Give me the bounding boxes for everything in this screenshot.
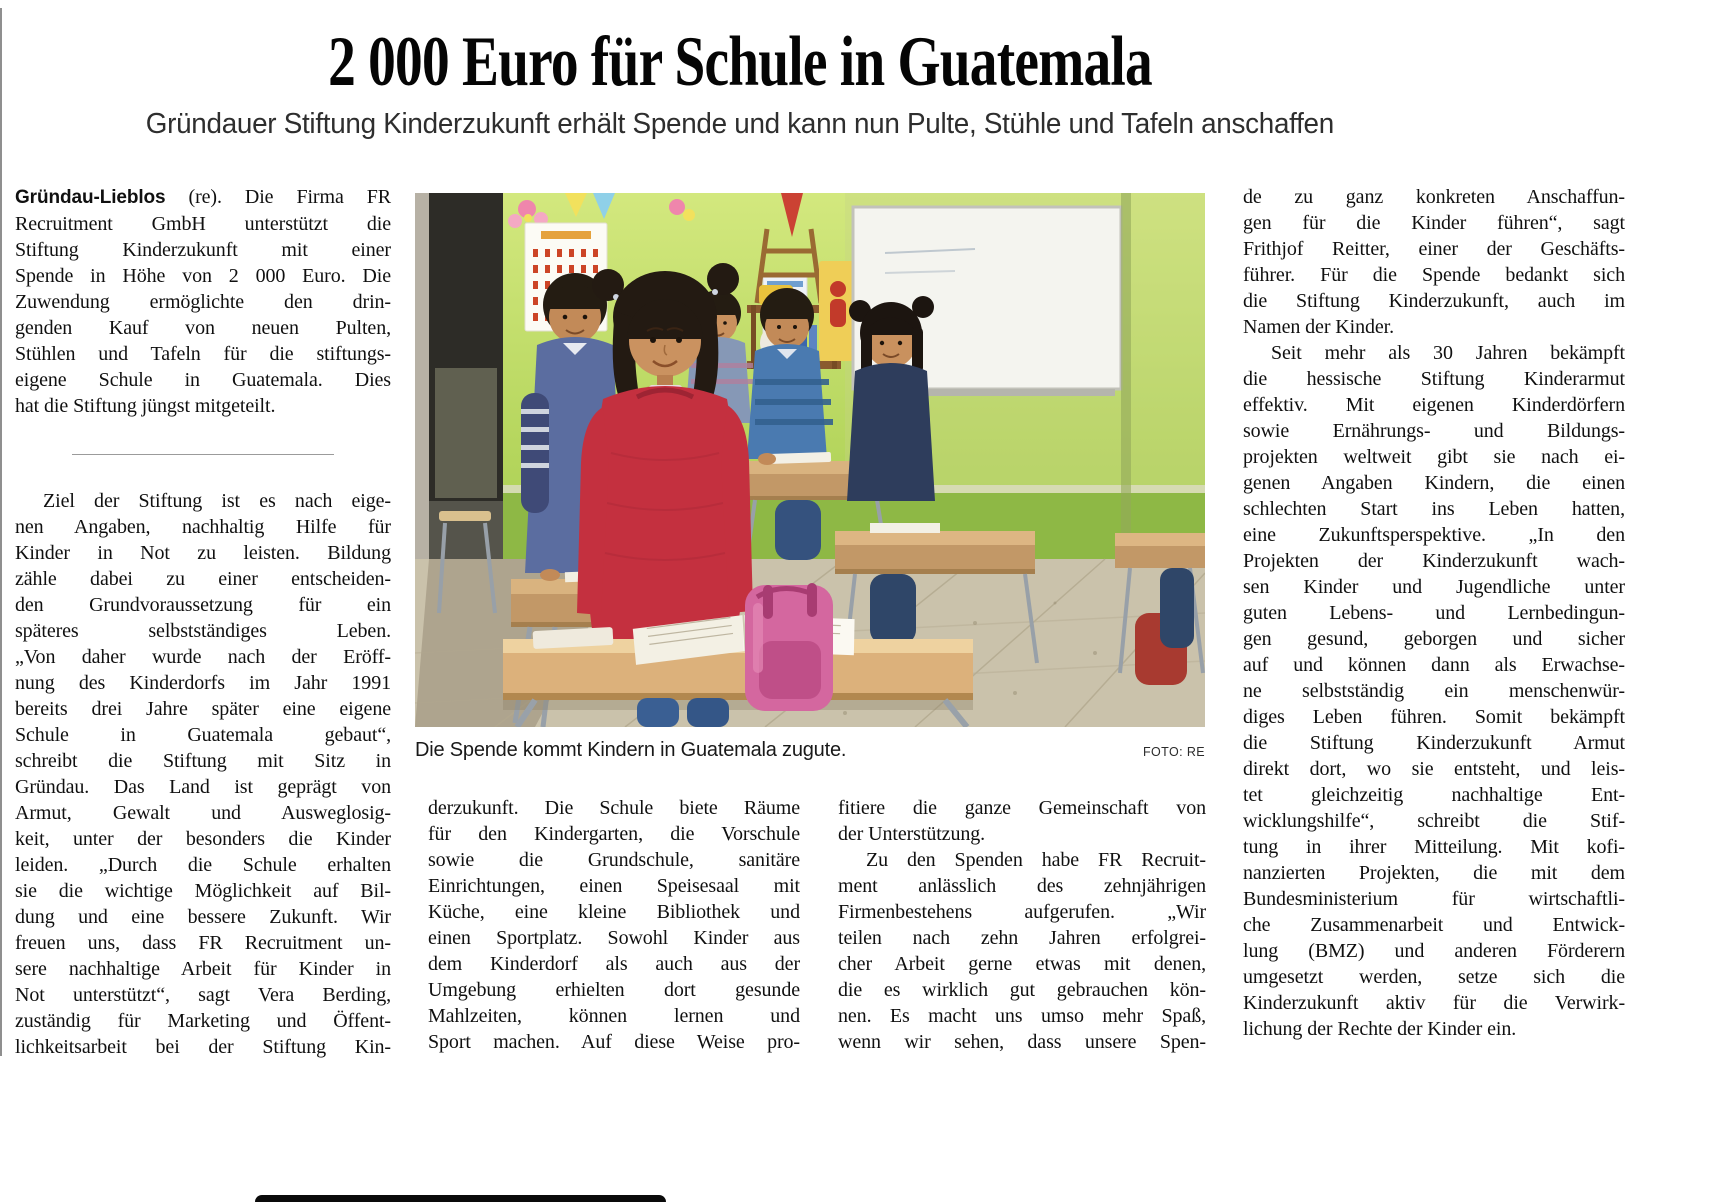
text-line: che Zusammenarbeit und Entwick- [1243, 914, 1625, 936]
headline: 2 000 Euro für Schule in Guatemala [328, 23, 1152, 101]
text-line: keit, unter der besonders die Kinder [15, 828, 391, 850]
text-line: Schule in Guatemala gebaut“, [15, 724, 391, 746]
text-line: Kinder in Not zu leisten. Bildung [15, 542, 391, 564]
text-line: wicklungshilfe“, schreibt die Stif- [1243, 810, 1625, 832]
text-line: projekten weltweit gibt sie nach ei- [1243, 446, 1625, 468]
paragraph [15, 488, 391, 1060]
text-line: führer. Für die Spende bedankt sich [1243, 264, 1625, 286]
text-line: für den Kindergarten, die Vorschule [428, 823, 800, 845]
text-line: Not unterstützt“, sagt Vera Berding, [15, 984, 391, 1006]
text-line: effektiv. Mit eigenen Kinderdörfern [1243, 394, 1625, 416]
text-line: Armut, Gewalt und Ausweglosig- [15, 802, 391, 824]
text-line: tung in ihrer Mitteilung. Mit kofi- [1243, 836, 1625, 858]
text-line: der Unterstützung. [838, 823, 986, 845]
text-line: Ziel der Stiftung ist es nach eige- [43, 490, 391, 512]
text-line: lichung der Rechte der Kinder ein. [1243, 1018, 1517, 1040]
text-line: Namen der Kinder. [1243, 316, 1395, 338]
text-line: umgesetzt werden, setze sich die [1243, 966, 1625, 988]
text-line: hat die Stiftung jüngst mitgeteilt. [15, 395, 276, 417]
text-line: die Stiftung Kinderzukunft, auch im [1243, 290, 1625, 312]
text-line: lung (BMZ) und anderen Förderern [1243, 940, 1625, 962]
text-line: nen Angaben, nachhaltig Hilfe für [15, 516, 391, 538]
text-line: de zu ganz konkreten Anschaffun- [1243, 186, 1625, 208]
subheadline: Gründauer Stiftung Kinderzukunft erhält Spende und kann nun Pulte, Stühle und Tafeln anschaffen [145, 107, 1335, 140]
text-line: gen für die Kinder führen“, sagt [1243, 212, 1625, 234]
text-line: sowie Ernährungs- und Bildungs- [1243, 420, 1625, 442]
text-line: dung und eine bessere Zukunft. Wir [15, 906, 391, 928]
text-line: zuständig für Marketing und Öffent- [15, 1010, 391, 1032]
text-line: sie die wichtige Möglichkeit auf Bil- [15, 880, 391, 902]
text-line: genden Kauf von neuen Pulten, [15, 317, 391, 339]
text-line: nen. Es macht uns umso mehr Spaß, [838, 1005, 1206, 1027]
text-line: Zu den Spenden habe FR Recruit- [866, 849, 1206, 871]
text-line: Recruitment GmbH unterstützt die [15, 213, 391, 235]
text-line: bereits drei Jahre später eine eigene [15, 698, 391, 720]
text-line: direkt dort, wo sie entsteht, und leis- [1243, 758, 1625, 780]
text-line: Gründau-Lieblos (re). Die Firma FR [15, 186, 391, 208]
text-line: Mahlzeiten, können lernen und [428, 1005, 800, 1027]
text-line: Stühlen und Tafeln für die stiftungs- [15, 343, 391, 365]
text-line: schreibt die Stiftung mit Sitz in [15, 750, 391, 772]
text-line: Einrichtungen, einen Speisesaal mit [428, 875, 800, 897]
text-line: Umgebung erhielten dort gesunde [428, 979, 800, 1001]
text-column-3 [838, 795, 1206, 1055]
text-line: Kinderzukunft aktiv für die Verwirk- [1243, 992, 1625, 1014]
text-line: ment anlässlich des zehnjährigen [838, 875, 1206, 897]
text-line: einen Sportplatz. Sowohl Kinder aus [428, 927, 800, 949]
photo-caption-row [415, 739, 1205, 762]
paragraph [838, 847, 1206, 1055]
text-line: Küche, eine kleine Bibliothek und [428, 901, 800, 923]
text-line: die Stiftung Kinderzukunft Armut [1243, 732, 1625, 754]
text-line: nanzierten Projekten, die mit dem [1243, 862, 1625, 884]
text-line: zähle dabei zu einer entscheiden- [15, 568, 391, 590]
text-line: nung des Kinderdorfs im Jahr 1991 [15, 672, 391, 694]
text-line: die hessische Stiftung Kinderarmut [1243, 368, 1625, 390]
text-line: schlechten Start ins Leben hatten, [1243, 498, 1625, 520]
text-line: guten Lebens- und Lernbedingun- [1243, 602, 1625, 624]
text-line: derzukunft. Die Schule biete Räume [428, 797, 800, 819]
backpack [745, 583, 833, 711]
column-rule-left [0, 8, 2, 1056]
text-line: Bundesministerium für wirtschaftli- [1243, 888, 1625, 910]
text-line: leiden. „Durch die Schule erhalten [15, 854, 391, 876]
dateline: Gründau-Lieblos [15, 187, 166, 208]
text-line: dem Kinderdorf als auch aus der [428, 953, 800, 975]
text-line: Sport machen. Auf diese Weise pro- [428, 1031, 800, 1053]
text-line: wenn wir sehen, dass unsere Spen- [838, 1031, 1206, 1053]
photo-caption: Die Spende kommt Kindern in Guatemala zugute. [415, 739, 847, 761]
text-line: fitiere die ganze Gemeinschaft von [838, 797, 1206, 819]
text-line: ne selbstständig ein menschenwür- [1243, 680, 1625, 702]
text-line: eigene Schule in Guatemala. Dies [15, 369, 391, 391]
text-line: sere nachhaltige Arbeit für Kinder in [15, 958, 391, 980]
text-line: Stiftung Kinderzukunft mit einer [15, 239, 391, 261]
text-line: cher Arbeit gerne etwas mit denen, [838, 953, 1206, 975]
paragraph [1243, 340, 1625, 1042]
text-line: freuen uns, dass FR Recruitment un- [15, 932, 391, 954]
text-column-1 [15, 184, 391, 1060]
next-article-partial [255, 1195, 666, 1202]
text-line: genen Angaben Kindern, die einen [1243, 472, 1625, 494]
text-line: Projekten der Kinderzukunft wach- [1243, 550, 1625, 572]
text-line: Spende in Höhe von 2 000 Euro. Die [15, 265, 391, 287]
text-line: Firmenbestehens aufgerufen. „Wir [838, 901, 1206, 923]
paragraph [428, 795, 800, 1055]
text-line: sowie die Grundschule, sanitäre [428, 849, 800, 871]
text-column-4 [1243, 184, 1625, 1042]
text-line: auf und können dann als Erwachse- [1243, 654, 1625, 676]
text-line: Seit mehr als 30 Jahren bekämpft [1271, 342, 1625, 364]
text-line: späteres selbstständiges Leben. [15, 620, 391, 642]
text-line: sen Kinder und Jugendliche unter [1243, 576, 1625, 598]
text-line: teilen nach zehn Jahren erfolgrei- [838, 927, 1206, 949]
text-line: gen gesund, geborgen und sicher [1243, 628, 1625, 650]
text-line: diges Leben führen. Somit bekämpft [1243, 706, 1625, 728]
paragraph [838, 795, 1206, 847]
article-header [15, 23, 1465, 141]
text-line: den Grundvoraussetzung für ein [15, 594, 391, 616]
text-line: tet gleichzeitig nachhaltige Ent- [1243, 784, 1625, 806]
text-line: Frithjof Reitter, einer der Geschäfts- [1243, 238, 1625, 260]
article-photo [415, 193, 1205, 727]
text-line: „Von daher wurde nach der Eröff- [15, 646, 391, 668]
text-line: Gründau. Das Land ist geprägt von [15, 776, 391, 798]
text-line: die es wirklich gut gebrauchen kön- [838, 979, 1206, 1001]
classroom-photo-illustration [415, 193, 1205, 727]
text-column-2 [428, 795, 800, 1055]
text-line: Zuwendung ermöglichte den drin- [15, 291, 391, 313]
paragraph [1243, 184, 1625, 340]
section-divider [72, 454, 334, 455]
paragraph [15, 184, 391, 419]
text-line: lichkeitsarbeit bei der Stiftung Kin- [15, 1036, 391, 1058]
text-line: eine Zukunftsperspektive. „In den [1243, 524, 1625, 546]
photo-credit: FOTO: RE [1142, 745, 1205, 759]
